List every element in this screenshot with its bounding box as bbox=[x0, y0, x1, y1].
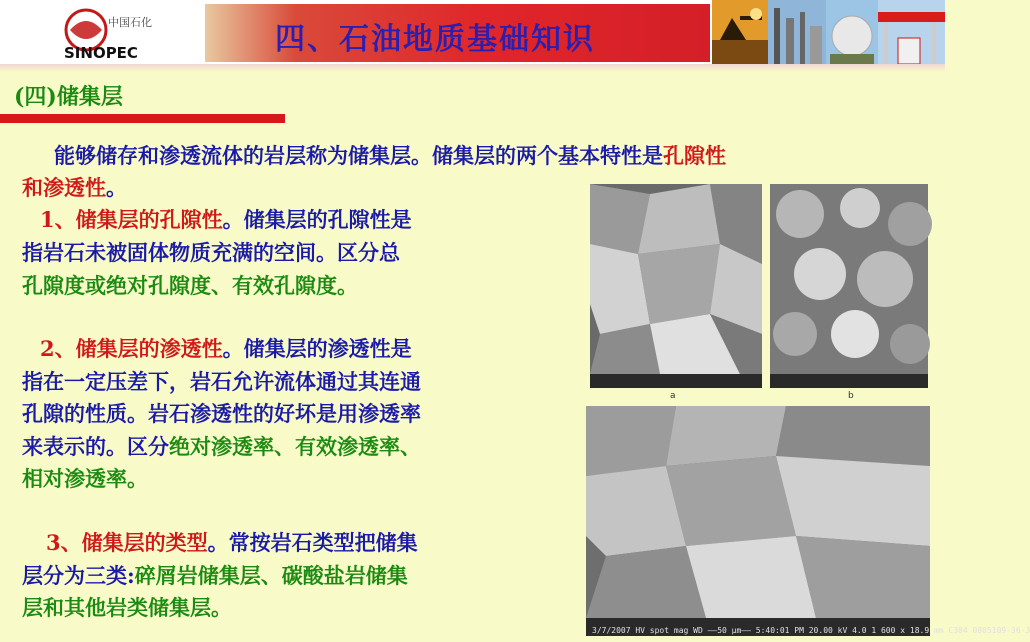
intro-end: 。 bbox=[106, 175, 127, 200]
scale-bar-a bbox=[590, 374, 762, 388]
sem-image-a bbox=[590, 184, 762, 388]
intro-highlight-permeability: 和渗透性 bbox=[22, 175, 106, 200]
item2-line4-terms: 绝对渗透率、有效渗透率、 bbox=[169, 434, 421, 459]
item2-line-5: 相对渗透率。 bbox=[22, 466, 148, 491]
header bbox=[0, 0, 945, 64]
intro-highlight-porosity: 孔隙性 bbox=[663, 143, 726, 168]
svg-text:SINOPEC: SINOPEC bbox=[64, 44, 138, 62]
item1-line-2: 指岩石未被固体物质充满的空间。区分总 bbox=[22, 240, 400, 265]
scale-bar-c bbox=[586, 618, 1030, 636]
intro-line-2 bbox=[22, 172, 127, 204]
storage-tank-photo bbox=[826, 0, 878, 64]
item3-heading: 3、储集层的类型 bbox=[46, 530, 208, 555]
item2-line-3: 孔隙的性质。岩石渗透性的好坏是用渗透率 bbox=[22, 401, 421, 426]
item3-line-2 bbox=[22, 560, 408, 592]
item1-heading: 1、储集层的孔隙性 bbox=[40, 207, 223, 232]
scale-bar-text: 3/7/2007 HV spot mag WD ——50 µm—— 5:40:01 PM 20.00 kV 4.0 1 600 x 18.9 mm C304 0805109-36-3 bbox=[592, 626, 1030, 635]
refinery-photo bbox=[768, 0, 826, 64]
item3-line-1 bbox=[46, 527, 418, 559]
item1-text: 。储集层的孔隙性是 bbox=[222, 207, 412, 232]
sem-image-b bbox=[770, 184, 928, 388]
intro-text: 能够储存和渗透流体的岩层称为储集层。储集层的两个基本特性是 bbox=[54, 143, 663, 168]
item3-line-3: 层和其他岩类储集层。 bbox=[22, 595, 232, 620]
gas-station-photo bbox=[878, 0, 945, 64]
sem-image-c bbox=[586, 406, 1030, 636]
item1-line-1 bbox=[40, 204, 412, 236]
item2-heading: 2、储集层的渗透性 bbox=[40, 336, 223, 361]
item1-line-3: 孔隙度或绝对孔隙度、有效孔隙度。 bbox=[22, 273, 358, 298]
image-label-a: a bbox=[670, 391, 676, 401]
item2-line-1 bbox=[40, 333, 412, 365]
page-title: 四、石油地质基础知识 bbox=[275, 22, 595, 57]
scale-bar-b bbox=[770, 374, 928, 388]
intro-line-1 bbox=[54, 140, 726, 172]
item2-line4-text: 来表示的。区分 bbox=[22, 434, 169, 459]
section-title: (四)储集层 bbox=[14, 84, 123, 110]
oil-pump-photo bbox=[712, 0, 768, 64]
item3-line2-types: 碎屑岩储集层、碳酸盐岩储集 bbox=[134, 563, 408, 588]
item2-text: 。储集层的渗透性是 bbox=[222, 336, 412, 361]
sinopec-logo bbox=[60, 4, 170, 60]
item2-line-4 bbox=[22, 431, 421, 463]
item3-line2-text: 层分为三类: bbox=[22, 563, 135, 588]
section-underline bbox=[0, 114, 285, 123]
svg-text:中国石化: 中国石化 bbox=[108, 16, 152, 29]
item2-line-2: 指在一定压差下，岩石允许流体通过其连通 bbox=[22, 369, 421, 394]
image-label-b: b bbox=[848, 391, 854, 401]
header-divider bbox=[0, 64, 945, 72]
item3-text: 。常按岩石类型把储集 bbox=[207, 530, 418, 555]
